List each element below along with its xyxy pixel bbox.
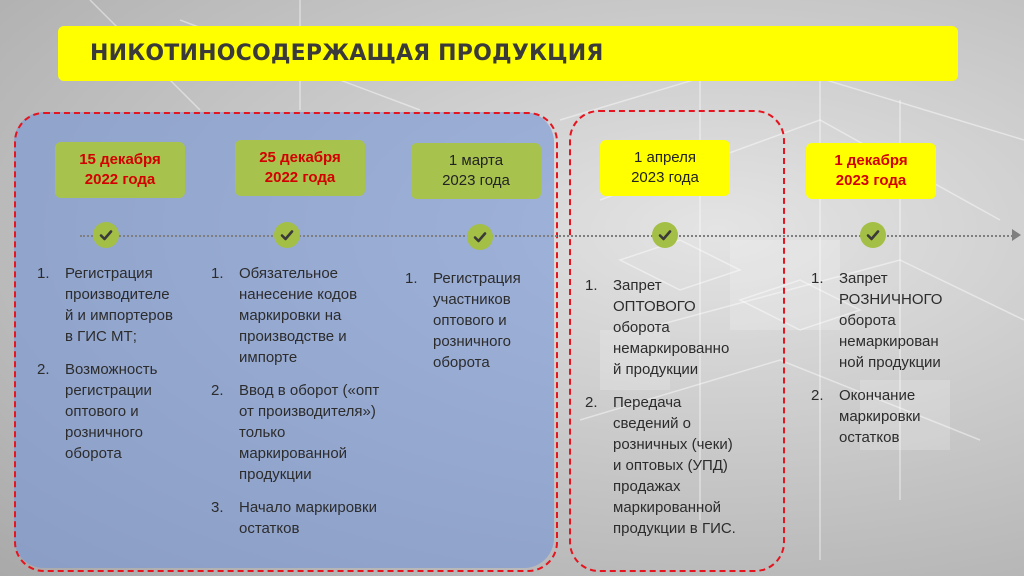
list-item-text-line: сведений о	[613, 415, 691, 432]
list-item-text-line: Запрет	[613, 277, 662, 294]
list-item	[585, 392, 765, 539]
date-day: 1 декабря	[834, 152, 908, 169]
list-item-text-line: й и импортеров	[65, 307, 173, 324]
list-item-text-line: оборота	[613, 319, 670, 336]
list-item-text-line: нанесение кодов	[239, 286, 358, 303]
list-item-text-line: Обязательное	[239, 265, 339, 282]
list-item-text-line: остатков	[839, 429, 900, 446]
list-item-text-line: Ввод в оборот («опт	[239, 382, 380, 399]
milestone-list-dec25	[211, 263, 411, 551]
date-day: 25 декабря	[259, 149, 341, 166]
date-day: 1 апреля	[633, 149, 697, 166]
milestone-list-dec15	[37, 263, 207, 476]
list-item-text-line: оборота	[433, 354, 490, 371]
list-item-text-line: ной продукции	[839, 354, 941, 371]
list-item-text-line: производстве и	[239, 328, 347, 345]
list-item-text-line: продукции в ГИС.	[613, 520, 736, 537]
check-circle-icon	[467, 224, 493, 250]
check-circle-icon	[274, 222, 300, 248]
date-day: 1 марта	[448, 152, 504, 169]
list-item-text-line: розничного	[433, 333, 511, 350]
list-item-text-line: остатков	[239, 520, 300, 537]
list-item-number: 1.	[37, 265, 50, 282]
list-item-text-line: Передача	[613, 394, 682, 411]
list-item-number: 2.	[585, 394, 598, 411]
list-item-number: 1.	[585, 277, 598, 294]
list-item-text-line: маркировки на	[239, 307, 342, 324]
date-year: 2023 года	[835, 172, 907, 189]
list-item	[811, 268, 981, 373]
list-item-text-line: Регистрация	[433, 270, 521, 287]
milestone-list-mar1	[405, 268, 545, 385]
list-item-number: 1.	[211, 265, 224, 282]
list-item-text-line: и оптовых (УПД)	[613, 457, 728, 474]
date-box-mar1	[411, 143, 541, 199]
list-item-text-line: немаркирован	[839, 333, 939, 350]
list-item	[585, 275, 765, 380]
list-item-text-line: только	[239, 424, 286, 441]
date-year: 2022 года	[84, 171, 156, 188]
list-item-text-line: регистрации	[65, 382, 152, 399]
date-year: 2022 года	[264, 169, 336, 186]
page-title: НИКОТИНОСОДЕРЖАЩАЯ ПРОДУКЦИЯ	[90, 41, 604, 66]
list-item-text-line: й продукции	[613, 361, 699, 378]
list-item	[211, 263, 411, 368]
list-item-number: 2.	[37, 361, 50, 378]
list-item	[211, 497, 411, 539]
milestone-list-apr1	[585, 275, 765, 551]
date-box-apr1	[600, 140, 730, 196]
list-item	[37, 263, 207, 347]
timeline-arrow-icon	[1012, 229, 1021, 241]
list-item	[37, 359, 207, 464]
milestone-list-dec1	[811, 268, 981, 460]
check-circle-icon	[93, 222, 119, 248]
list-item-text-line: Регистрация	[65, 265, 153, 282]
list-item-text-line: Начало маркировки	[239, 499, 377, 516]
list-item-text-line: от производителя»)	[239, 403, 376, 420]
list-item-number: 3.	[211, 499, 224, 516]
list-item-text-line: маркировки	[839, 408, 921, 425]
list-item-text-line: розничных (чеки)	[613, 436, 733, 453]
list-item	[211, 380, 411, 485]
list-item-text-line: Окончание	[839, 387, 916, 404]
list-item-text-line: ОПТОВОГО	[613, 298, 696, 315]
list-item-text-line: продажах	[613, 478, 681, 495]
list-item-text-line: в ГИС МТ;	[65, 328, 137, 345]
list-item-number: 1.	[811, 270, 824, 287]
list-item-text-line: участников	[433, 291, 511, 308]
list-item-text-line: Запрет	[839, 270, 888, 287]
list-item-text-line: оборота	[65, 445, 122, 462]
list-item-text-line: оптового и	[65, 403, 139, 420]
date-box-dec25	[235, 140, 365, 196]
list-item-text-line: производителе	[65, 286, 170, 303]
check-circle-icon	[860, 222, 886, 248]
list-item-number: 1.	[405, 270, 418, 287]
check-circle-icon	[652, 222, 678, 248]
date-box-dec1	[806, 143, 936, 199]
list-item	[405, 268, 545, 373]
date-year: 2023 года	[442, 172, 510, 189]
list-item-text-line: оптового и	[433, 312, 507, 329]
list-item-text-line: импорте	[239, 349, 298, 366]
date-box-dec15	[55, 142, 185, 198]
list-item-text-line: маркированной	[613, 499, 722, 516]
title-bar	[58, 26, 958, 81]
list-item	[811, 385, 981, 448]
date-day: 15 декабря	[79, 151, 161, 168]
list-item-text-line: маркированной	[239, 445, 348, 462]
list-item-text-line: розничного	[65, 424, 143, 441]
list-item-text-line: немаркированно	[613, 340, 730, 357]
list-item-number: 2.	[211, 382, 224, 399]
date-year: 2023 года	[631, 169, 699, 186]
list-item-text-line: Возможность	[65, 361, 158, 378]
list-item-text-line: оборота	[839, 312, 896, 329]
list-item-text-line: РОЗНИЧНОГО	[839, 291, 943, 308]
list-item-text-line: продукции	[239, 466, 312, 483]
list-item-number: 2.	[811, 387, 824, 404]
